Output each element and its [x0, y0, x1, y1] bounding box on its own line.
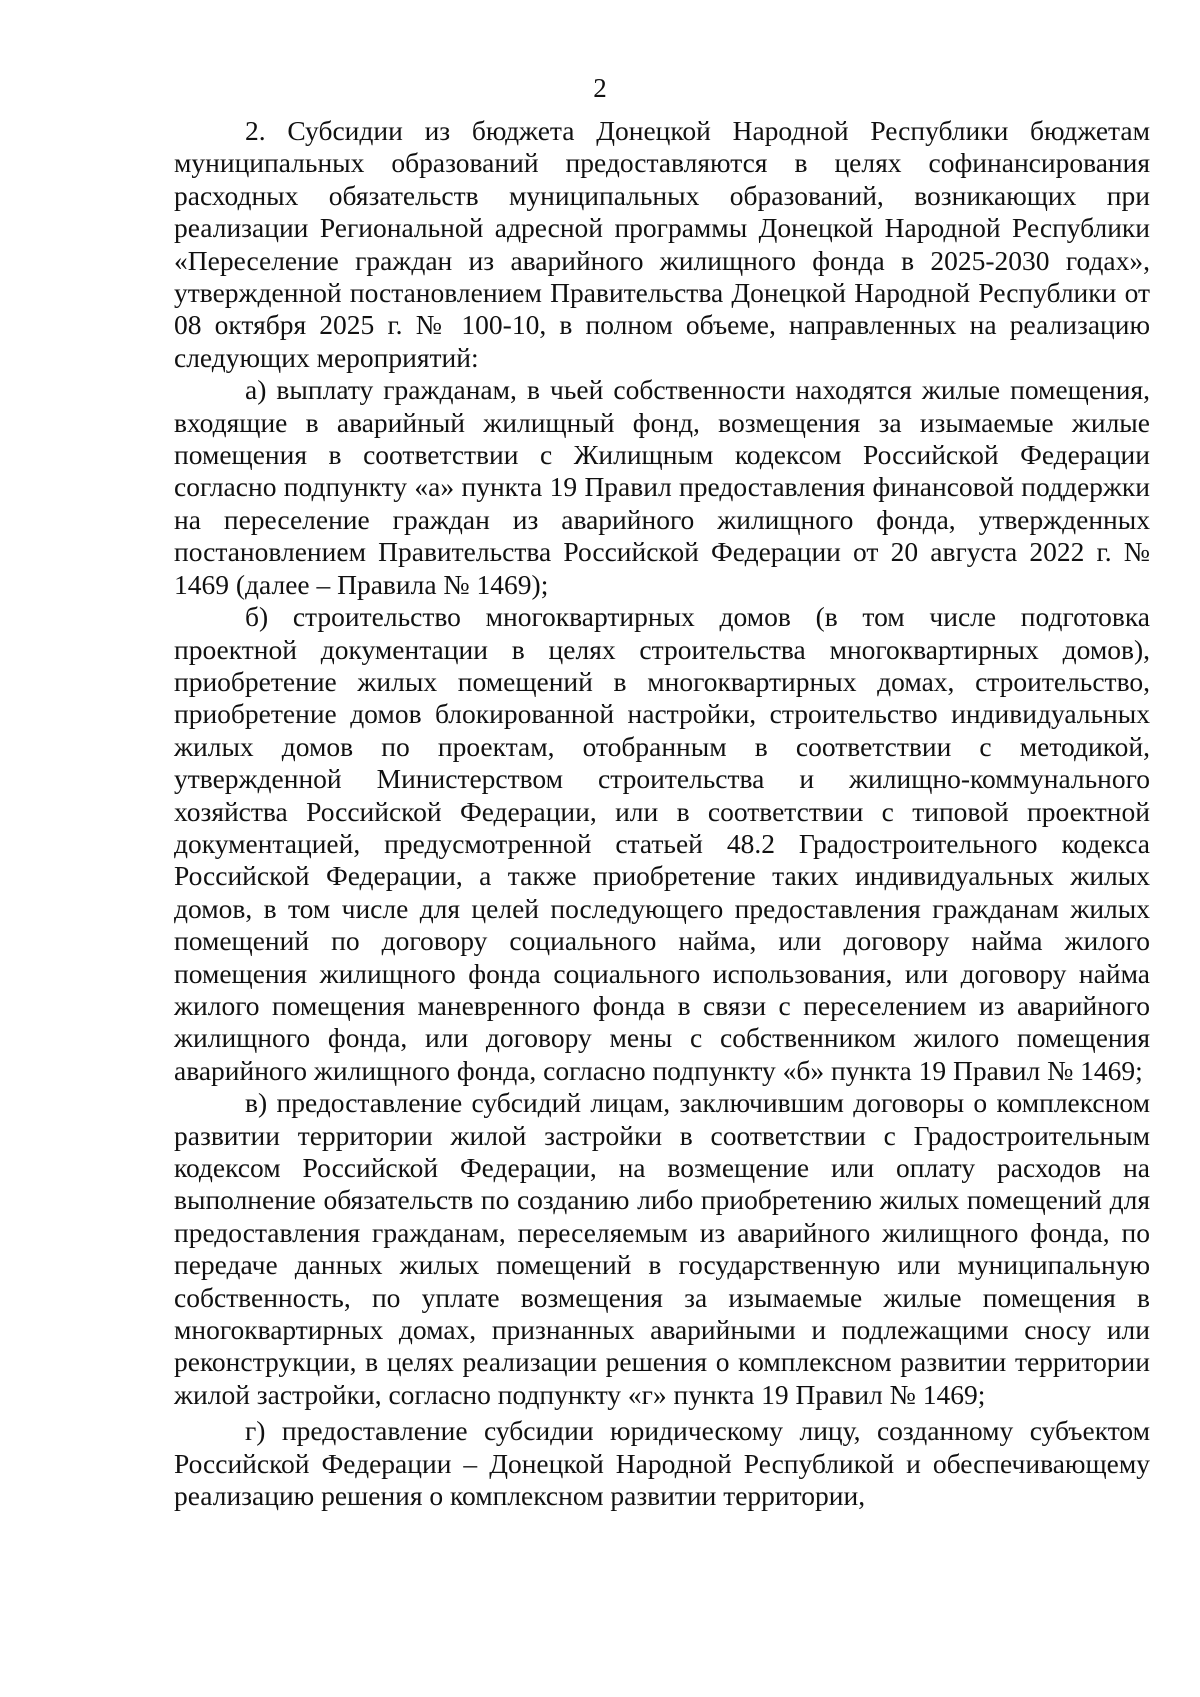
page-number: 2	[593, 73, 607, 103]
paragraph-g-legal-entity: г) предоставление субсидии юридическому лицу, созданному субъектом Российской Федерации – Донецкой Народной Республикой и обеспечивающему реализацию решения о комплексном развитии территории,	[174, 1415, 1150, 1512]
paragraph-v-development-subsidies: в) предоставление субсидий лицам, заключившим договоры о комплексном развитии территории жилой застройки в соответствии с Градостроительным кодексом Российской Федерации, на возмещение или оплату расходов на выполнение обязательств по созданию либо приобретению жилых помещений для предоставления гражданам, переселяемым из аварийного жилищного фонда, по передаче данных жилых помещений в государственную или муниципальную собственность, по уплате возмещения за изымаемые жилые помещения в многоквартирных домах, признанных аварийными и подлежащими сносу или реконструкции, в целях реализации решения о комплексном развитии территории жилой застройки, согласно подпункту «г» пункта 19 Правил № 1469;	[174, 1087, 1150, 1410]
paragraph-a-compensation: а) выплату гражданам, в чьей собственности находятся жилые помещения, входящие в аварийный жилищный фонд, возмещения за изымаемые жилые помещения в соответствии с Жилищным кодексом Российской Федерации согласно подпункту «а» пункта 19 Правил предоставления финансовой поддержки на переселение граждан из аварийного жилищного фонда, утвержденных постановлением Правительства Российской Федерации от 20 августа 2022 г. № 1469 (далее – Правила № 1469);	[174, 374, 1150, 600]
paragraph-b-construction: б) строительство многоквартирных домов (в том числе подготовка проектной документации в целях строительства многоквартирных домов), приобретение жилых помещений в многоквартирных домах, строительство, приобретение домов блокированной настройки, строительство индивидуальных жилых домов по проектам, отобранным в соответствии с методикой, утвержденной Министерством строительства и жилищно-коммунального хозяйства Российской Федерации, или в соответствии с типовой проектной документацией, предусмотренной статьей 48.2 Градостроительного кодекса Российской Федерации, а также приобретение таких индивидуальных жилых домов, в том числе для целей последующего предоставления гражданам жилых помещений по договору социального найма, или договору найма жилого помещения жилищного фонда социального использования, или договору найма жилого помещения маневренного фонда в связи с переселением из аварийного жилищного фонда, или договору мены с собственником жилого помещения аварийного жилищного фонда, согласно подпункту «б» пункта 19 Правил № 1469;	[174, 601, 1150, 1086]
paragraph-2-subsidies: 2. Субсидии из бюджета Донецкой Народной Республики бюджетам муниципальных образований предоставляются в целях софинансирования расходных обязательств муниципальных образований, возникающих при реализации Региональной адресной программы Донецкой Народной Республики «Переселение граждан из аварийного жилищного фонда в 2025-2030 годах», утвержденной постановлением Правительства Донецкой Народной Республики от 08 октября 2025 г. № 100-10, в полном объеме, направленных на реализацию следующих мероприятий:	[174, 115, 1150, 373]
document-body	[174, 115, 1150, 1512]
